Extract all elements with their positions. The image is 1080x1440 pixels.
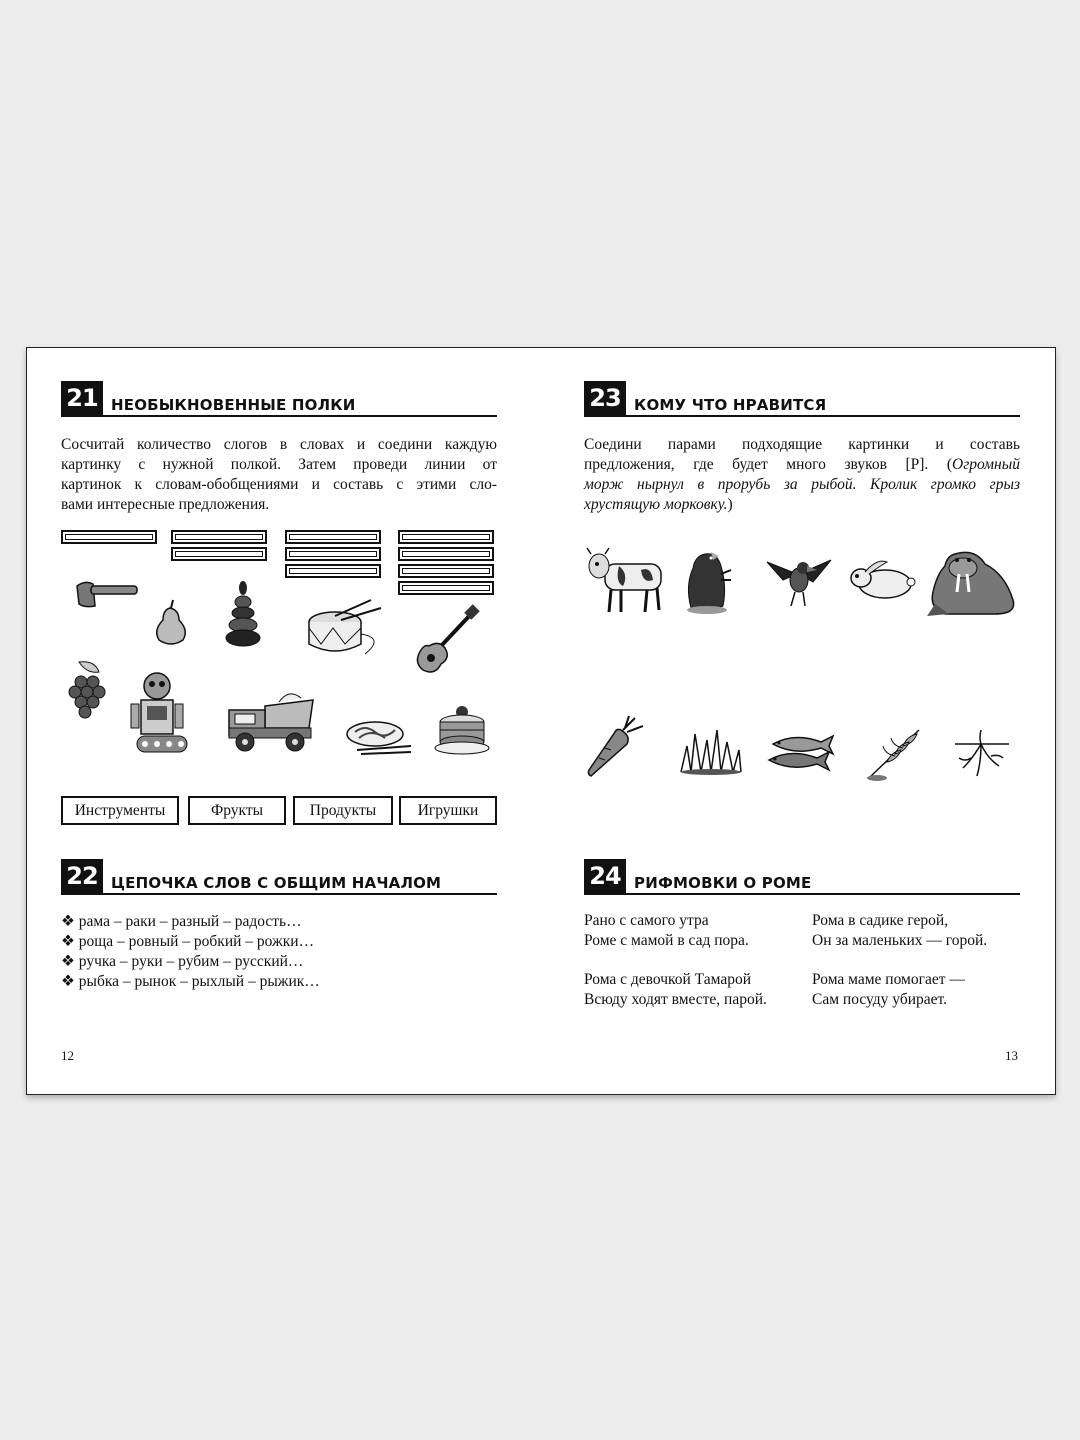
- crow-picture[interactable]: [763, 550, 833, 610]
- word-chain: рама – раки – разный – радость…: [78, 913, 302, 930]
- roots-picture[interactable]: [951, 728, 1013, 780]
- section-22-header: [61, 857, 497, 895]
- bullet-icon: ❖: [61, 973, 75, 990]
- axe-picture[interactable]: [71, 576, 141, 621]
- walrus-picture[interactable]: [925, 544, 1021, 620]
- robot-picture[interactable]: [127, 670, 193, 760]
- section-21-title: НЕОБЫКНОВЕННЫЕ ПОЛКИ: [111, 396, 356, 414]
- category-box-toys[interactable]: Игрушки: [399, 796, 497, 825]
- word-chain: рыбка – рынок – рыхлый – рыжик…: [78, 973, 320, 990]
- section-21-instructions: [61, 435, 497, 515]
- section-24-title: РИФМОВКИ О РОМЕ: [634, 874, 812, 892]
- list-item: [61, 972, 320, 992]
- cake-picture[interactable]: [433, 704, 491, 758]
- rhyme-line: Рома с девочкой Тамарой: [584, 971, 752, 988]
- rhyme-line: Он за маленьких — горой.: [812, 932, 988, 949]
- instruction-line: Сосчитай количество слогов в словах и соедини каждую: [61, 436, 497, 453]
- instruction-line: Соедини парами подходящие картинки и составь: [584, 436, 1020, 453]
- category-box-food[interactable]: Продукты: [293, 796, 393, 825]
- word-chain: ручка – руки – рубим – русский…: [78, 953, 304, 970]
- instruction-line: вами интересные предложения.: [61, 496, 270, 513]
- book-spread: [26, 347, 1056, 1095]
- instruction-line: [584, 455, 1020, 475]
- instruction-line: картинку с нужной полкой. Затем проведи линии от: [61, 456, 497, 473]
- section-23-header: [584, 379, 1020, 417]
- section-24-header: [584, 857, 1020, 895]
- section-21-number: 21: [61, 381, 103, 415]
- word-chain: роща – ровный – робкий – рожки…: [78, 933, 315, 950]
- list-item: [61, 932, 320, 952]
- rhyme-3: [584, 970, 767, 1010]
- section-23-instructions: [584, 435, 1020, 515]
- noodles-picture[interactable]: [345, 716, 415, 758]
- shelf-1[interactable]: [61, 530, 157, 547]
- bullet-icon: ❖: [61, 933, 75, 950]
- rhyme-line: Сам посуду убирает.: [812, 991, 948, 1008]
- instruction-line: [584, 495, 1020, 515]
- example-sentence: хрустящую морковку.: [584, 496, 728, 513]
- rhyme-2: [812, 911, 987, 951]
- fish-picture[interactable]: [765, 732, 837, 772]
- shelf-3[interactable]: [285, 530, 381, 581]
- mole-picture[interactable]: [681, 546, 735, 616]
- carrot-picture[interactable]: [585, 716, 649, 780]
- instruction-text: предложения, где будет много звуков [Р]. (: [584, 456, 953, 473]
- pyramid-toy-picture[interactable]: [223, 580, 263, 652]
- section-24-number: 24: [584, 859, 626, 893]
- section-21-header: [61, 379, 497, 417]
- dump-truck-picture[interactable]: [225, 688, 317, 754]
- rhyme-line: Роме с мамой в сад пора.: [584, 932, 749, 949]
- instruction-line: картинок к словам-обобщениями и составь с этими сло-: [61, 476, 497, 493]
- wheat-picture[interactable]: [863, 726, 925, 782]
- section-23-title: КОМУ ЧТО НРАВИТСЯ: [634, 396, 827, 414]
- example-sentence: морж нырнул в прорубь за рыбой. Кролик громко грыз: [584, 476, 1020, 493]
- bullet-icon: ❖: [61, 913, 75, 930]
- word-chain-list: [61, 912, 320, 992]
- grass-picture[interactable]: [677, 726, 743, 776]
- list-item: [61, 952, 320, 972]
- section-22-title: ЦЕПОЧКА СЛОВ С ОБЩИМ НАЧАЛОМ: [111, 874, 442, 892]
- page-number-right: 13: [1005, 1048, 1018, 1063]
- section-22-number: 22: [61, 859, 103, 893]
- drum-picture[interactable]: [305, 598, 385, 660]
- instruction-text: ): [727, 496, 733, 513]
- grapes-picture[interactable]: [65, 660, 113, 724]
- list-item: [61, 912, 320, 932]
- rhyme-line: Рома маме помогает —: [812, 971, 965, 988]
- rhyme-line: Рома в садике герой,: [812, 912, 949, 929]
- shelf-4[interactable]: [398, 530, 494, 598]
- section-23-number: 23: [584, 381, 626, 415]
- rhyme-line: Всюду ходят вместе, парой.: [584, 991, 767, 1008]
- bullet-icon: ❖: [61, 953, 75, 970]
- guitar-picture[interactable]: [411, 606, 481, 676]
- cow-picture[interactable]: [585, 546, 669, 616]
- category-box-tools[interactable]: Инструменты: [61, 796, 179, 825]
- category-box-fruits[interactable]: Фрукты: [188, 796, 286, 825]
- example-sentence: Огромный: [952, 456, 1020, 473]
- rhyme-4: [812, 970, 965, 1010]
- rhyme-1: [584, 911, 749, 951]
- pear-picture[interactable]: [151, 598, 191, 648]
- shelf-2[interactable]: [171, 530, 267, 564]
- rhyme-line: Рано с самого утра: [584, 912, 709, 929]
- rabbit-picture[interactable]: [847, 556, 917, 602]
- page-number-left: 12: [61, 1048, 74, 1063]
